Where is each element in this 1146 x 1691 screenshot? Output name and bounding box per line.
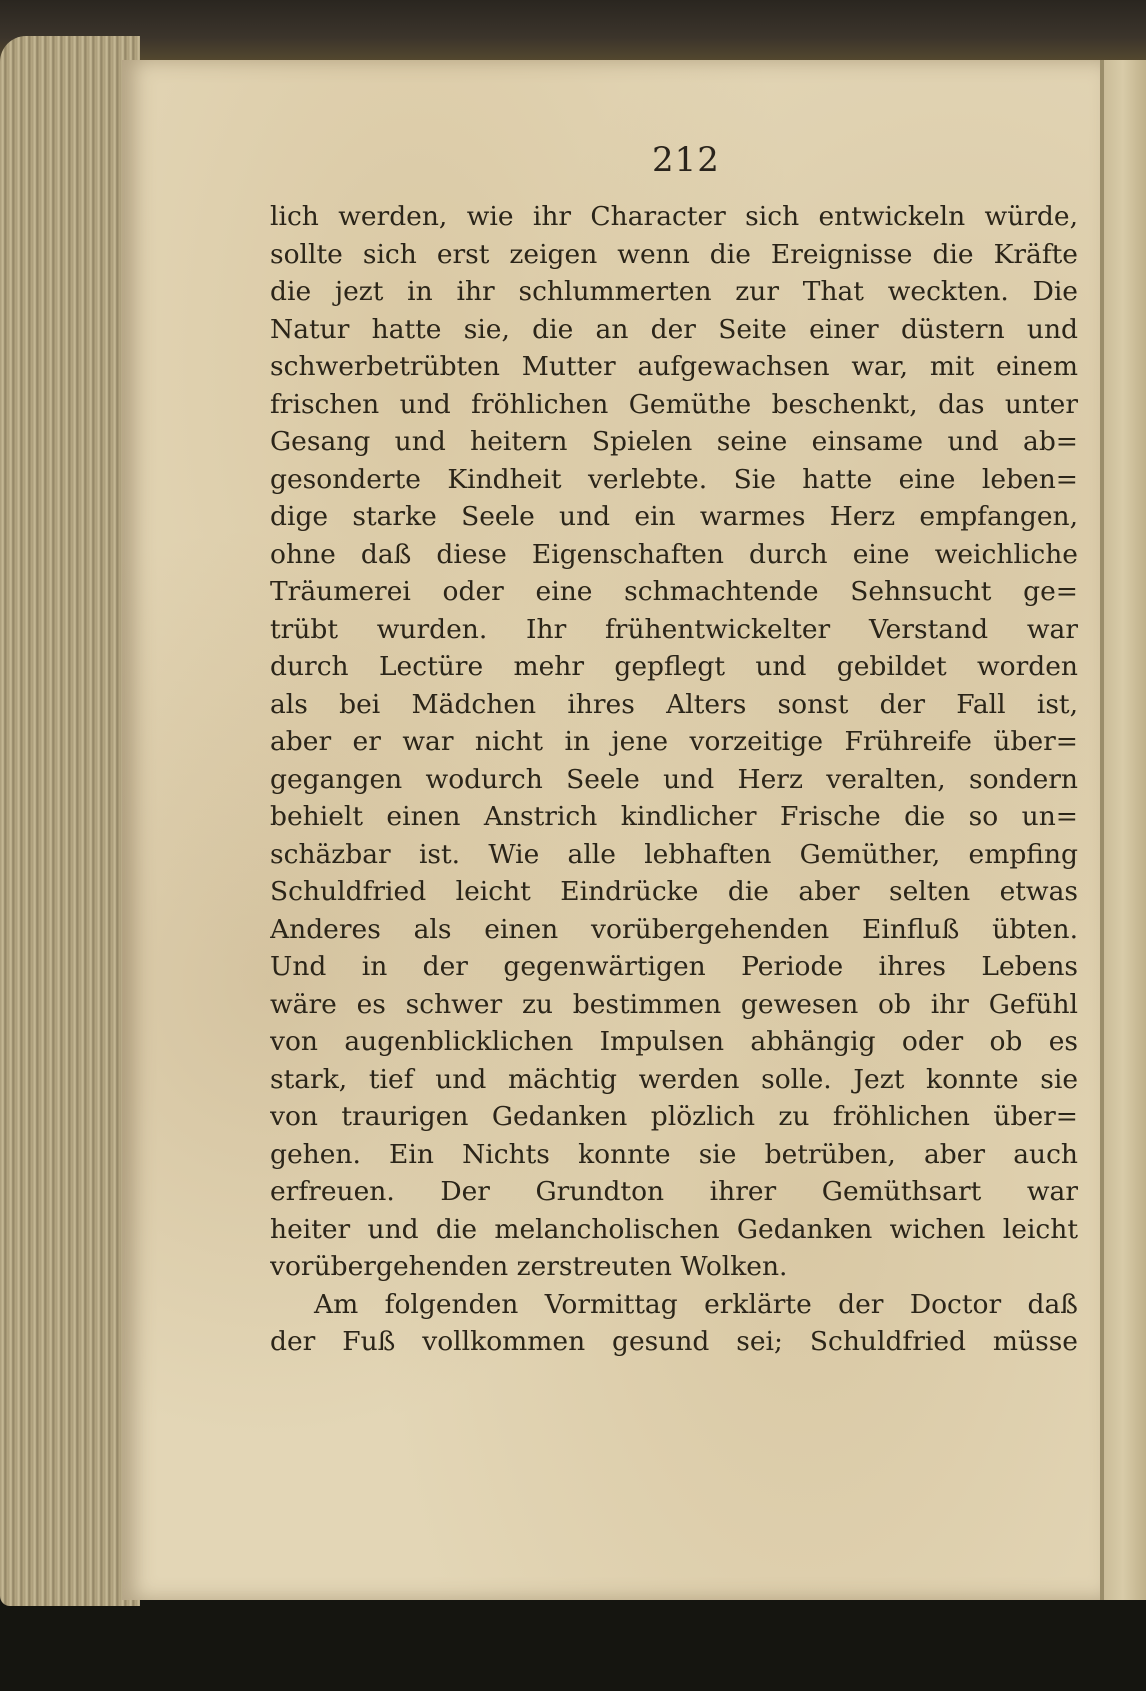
text-line: schwerbetrübten Mutter aufgewachsen war, mit einem [270, 351, 1078, 382]
text-line: schäzbar ist. Wie alle lebhaften Gemüther, empfing [270, 838, 1078, 870]
text-line: behielt einen Anstrich kindlicher Frische die so un= [270, 801, 1078, 832]
text-line: heiter und die melancholischen Gedanken wichen leicht [270, 1213, 1078, 1245]
text-line: Am folgenden Vormittag erklärte der Doctor daß [314, 1288, 1078, 1320]
text-line: Und in der gegenwärtigen Periode ihres Lebens [270, 951, 1078, 982]
text-line: der Fuß vollkommen gesund sei; Schuldfried müsse [270, 1326, 1078, 1357]
text-line: Schuldfried leicht Eindrücke die aber selten etwas [270, 876, 1078, 907]
text-line: Anderes als einen vorübergehenden Einfluß übten. [270, 913, 1078, 945]
book-spine-top [0, 0, 1146, 62]
text-line: trübt wurden. Ihr frühentwickelter Verstand war [270, 613, 1078, 645]
text-line: als bei Mädchen ihres Alters sonst der Fall ist, [270, 688, 1078, 720]
text-line: frischen und fröhlichen Gemüthe beschenkt, das unter [270, 388, 1078, 420]
text-line: stark, tief und mächtig werden solle. Jezt konnte sie [270, 1063, 1078, 1095]
text-line: von augenblicklichen Impulsen abhängig oder ob es [270, 1026, 1078, 1057]
text-line: Gesang und heitern Spielen seine einsame und ab= [270, 426, 1078, 457]
text-line: gegangen wodurch Seele und Herz veralten, sondern [270, 763, 1078, 795]
page-stack-edges [0, 36, 140, 1606]
facing-page-strip [1100, 60, 1146, 1600]
text-line: durch Lectüre mehr gepflegt und gebildet worden [270, 651, 1078, 682]
text-line: gehen. Ein Nichts konnte sie betrüben, aber auch [270, 1138, 1078, 1170]
text-line: lich werden, wie ihr Character sich entwickeln würde, [270, 201, 1078, 232]
text-line: gesonderte Kindheit verlebte. Sie hatte eine leben= [270, 463, 1078, 495]
body-text [270, 198, 1078, 1361]
text-line: Träumerei oder eine schmachtende Sehnsucht ge= [270, 576, 1078, 607]
text-line: aber er war nicht in jene vorzeitige Frühreife über= [270, 726, 1078, 757]
text-line: ohne daß diese Eigenschaften durch eine weichliche [270, 538, 1078, 570]
text-line: sollte sich erst zeigen wenn die Ereignisse die Kräfte [270, 238, 1078, 270]
page-number: 212 [652, 140, 720, 180]
text-line: wäre es schwer zu bestimmen gewesen ob ihr Gefühl [270, 988, 1078, 1020]
text-line: die jezt in ihr schlummerten zur That weckten. Die [270, 276, 1078, 307]
text-line: dige starke Seele und ein warmes Herz empfangen, [270, 501, 1078, 532]
text-line: Natur hatte sie, die an der Seite einer düstern und [270, 313, 1078, 345]
text-line: erfreuen. Der Grundton ihrer Gemüthsart war [270, 1176, 1078, 1207]
text-line: vorübergehenden zerstreuten Wolken. [270, 1251, 788, 1282]
text-line: von traurigen Gedanken plözlich zu fröhlichen über= [270, 1101, 1078, 1132]
